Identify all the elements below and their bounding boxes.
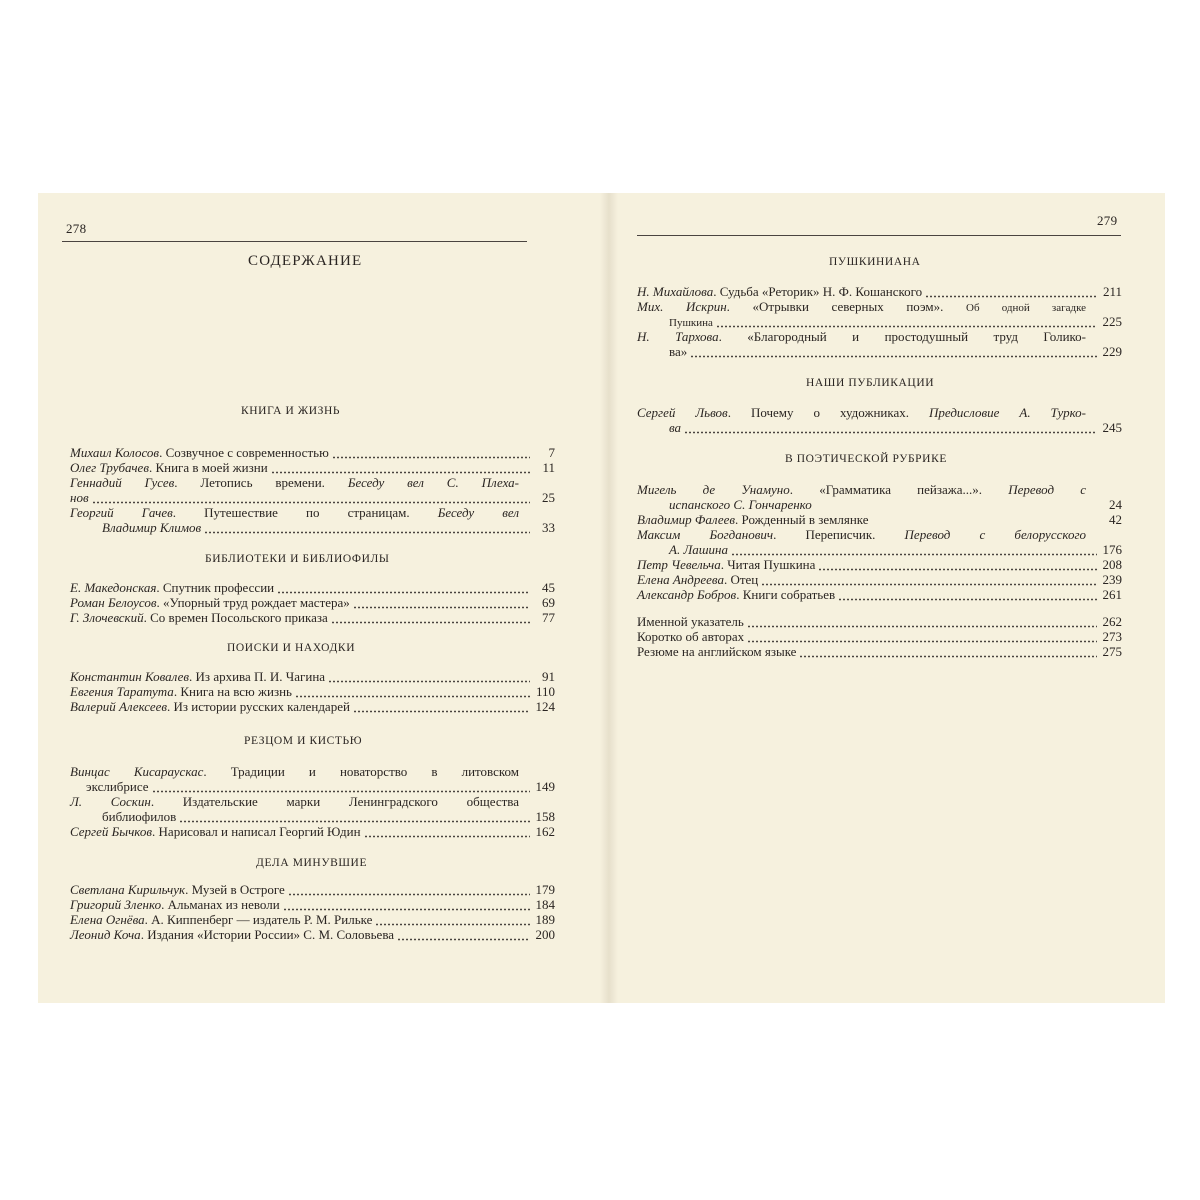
section-heading: ПОИСКИ И НАХОДКИ (227, 642, 356, 654)
toc-entry[interactable]: Геннадий Гусев. Летопись времени. Беседу вел С. Плеха- нов 25 (70, 475, 555, 505)
page-number-left: 278 (66, 221, 87, 236)
toc-entry[interactable]: Роман Белоусов. «Упорный труд рождает мастера» 69 (70, 595, 555, 610)
section-heading: НАШИ ПУБЛИКАЦИИ (806, 377, 935, 389)
toc-entry[interactable]: Владимир Фалеев. Рожденный в землянке 42 (637, 512, 1122, 527)
toc-entry[interactable]: Винцас Кисараускас. Традиции и новаторство в литовском экслибрисе 149 (70, 764, 555, 794)
toc-entry[interactable]: Л. Соскин. Издательские марки Ленинградского общества библиофилов 158 (70, 794, 555, 824)
header-rule-left (62, 241, 527, 242)
toc-entry[interactable]: Александр Бобров. Книги собратьев 261 (637, 587, 1122, 602)
toc-entry[interactable]: Евгения Таратута. Книга на всю жизнь 110 (70, 684, 555, 699)
toc-entry[interactable]: Михаил Колосов. Созвучное с современностью 7 (70, 445, 555, 460)
section-heading: РЕЗЦОМ И КИСТЬЮ (244, 735, 363, 747)
page-number-right: 279 (1097, 213, 1118, 228)
toc-entry[interactable]: Максим Богданович. Переписчик. Перевод с белорусского А. Лашина 176 (637, 527, 1122, 557)
toc-entry[interactable]: Валерий Алексеев. Из истории русских календарей 124 (70, 699, 555, 714)
section-heading: В ПОЭТИЧЕСКОЙ РУБРИКЕ (785, 453, 947, 465)
toc-entry[interactable]: Коротко об авторах 273 (637, 629, 1122, 644)
header-rule-right (637, 235, 1121, 236)
toc-entry[interactable]: Константин Ковалев. Из архива П. И. Чагина 91 (70, 669, 555, 684)
toc-entry[interactable]: Мих. Искрин. «Отрывки северных поэм». Об одной загадке Пушкина 225 (637, 299, 1122, 329)
toc-entry[interactable]: Резюме на английском языке 275 (637, 644, 1122, 659)
toc-entry[interactable]: Е. Македонская. Спутник профессии 45 (70, 580, 555, 595)
section-heading: ПУШКИНИАНА (829, 256, 921, 268)
section-heading: БИБЛИОТЕКИ И БИБЛИОФИЛЫ (205, 553, 390, 565)
toc-entry[interactable]: Елена Андреева. Отец 239 (637, 572, 1122, 587)
toc-entry[interactable]: Сергей Бычков. Нарисовал и написал Георгий Юдин 162 (70, 824, 555, 839)
section-heading: ДЕЛА МИНУВШИЕ (256, 857, 368, 869)
contents-title: СОДЕРЖАНИЕ (248, 253, 363, 269)
toc-entry[interactable]: Г. Злочевский. Со времен Посольского приказа 77 (70, 610, 555, 625)
toc-entry[interactable]: Именной указатель 262 (637, 614, 1122, 629)
toc-entry[interactable]: Н. Тархова. «Благородный и простодушный труд Голико- ва» 229 (637, 329, 1122, 359)
section-heading: КНИГА И ЖИЗНЬ (241, 405, 341, 417)
toc-entry[interactable]: Сергей Львов. Почему о художниках. Предисловие А. Турко- ва 245 (637, 405, 1122, 435)
toc-entry[interactable]: Олег Трубачев. Книга в моей жизни 11 (70, 460, 555, 475)
toc-entry[interactable]: Георгий Гачев. Путешествие по страницам. Беседу вел Владимир Климов 33 (70, 505, 555, 535)
toc-entry[interactable]: Леонид Коча. Издания «Истории России» С. М. Соловьева 200 (70, 927, 555, 942)
toc-entry[interactable]: Мигель де Унамуно. «Грамматика пейзажа...». Перевод с испанского С. Гончаренко 24 (637, 482, 1122, 512)
toc-entry[interactable]: Светлана Кирильчук. Музей в Остроге 179 (70, 882, 555, 897)
toc-entry[interactable]: Петр Чевельча. Читая Пушкина 208 (637, 557, 1122, 572)
toc-entry[interactable]: Н. Михайлова. Судьба «Реторик» Н. Ф. Кошанского 211 (637, 284, 1122, 299)
toc-entry[interactable]: Григорий Зленко. Альманах из неволи 184 (70, 897, 555, 912)
book-gutter (600, 193, 618, 1003)
toc-entry[interactable]: Елена Огнёва. А. Киппенберг — издатель Р. М. Рильке 189 (70, 912, 555, 927)
